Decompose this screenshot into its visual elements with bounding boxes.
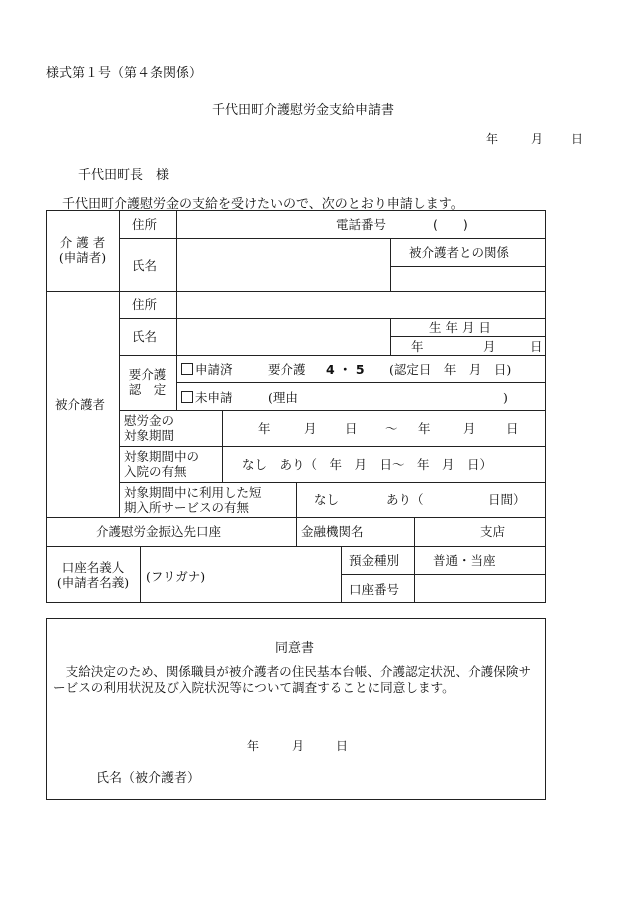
option-applied[interactable]: 申請済 bbox=[181, 362, 233, 377]
applicant-phone-label: 電話番号 bbox=[336, 217, 387, 232]
date-year: 年 bbox=[486, 132, 499, 146]
date-day: 日 bbox=[571, 132, 584, 146]
hospital-text: なし あり（ 年 月 日～ 年 月 日） bbox=[242, 457, 493, 472]
institution-label: 金融機関名 bbox=[301, 524, 364, 539]
consent-date-month: 月 bbox=[292, 739, 305, 753]
consent-date-day: 日 bbox=[336, 739, 349, 753]
period-year-from: 年 bbox=[258, 421, 271, 436]
shortstay-none: なし bbox=[314, 492, 340, 507]
period-day-from: 日 bbox=[345, 421, 358, 436]
period-month-from: 月 bbox=[304, 421, 317, 436]
deposit-type-value: 普通・当座 bbox=[433, 553, 496, 568]
account-holder-label: 口座名義人 (申請者名義) bbox=[56, 560, 130, 590]
shortstay-days: 日間） bbox=[488, 492, 526, 507]
certification-label: 要介護 認 定 bbox=[128, 367, 167, 397]
document-title: 千代田町介護慰労金支給申請書 bbox=[212, 103, 395, 118]
hospital-label: 対象期間中の 入院の有無 bbox=[124, 449, 200, 479]
deposit-type-label: 預金種別 bbox=[349, 553, 400, 568]
furigana-label: (フリガナ) bbox=[146, 569, 206, 584]
date-month: 月 bbox=[531, 132, 544, 146]
account-number-label: 口座番号 bbox=[349, 582, 400, 597]
consent-signature-label: 氏名（被介護者） bbox=[96, 771, 201, 786]
certification-date: (認定日 年 月 日) bbox=[389, 362, 512, 377]
birth-date-label: 生 年 月 日 bbox=[429, 320, 491, 335]
period-year-to: 年 bbox=[418, 421, 431, 436]
applicant-phone-parens: ( ) bbox=[433, 217, 468, 232]
option-not-applied[interactable]: 未申請 bbox=[181, 390, 233, 405]
period-tilde: ～ bbox=[385, 421, 398, 436]
care-level-values: 4 ・ 5 bbox=[326, 362, 365, 377]
birth-day: 日 bbox=[530, 339, 543, 354]
applicant-name-label: 氏名 bbox=[132, 258, 158, 273]
recipient-address-label: 住所 bbox=[132, 297, 158, 312]
branch-label: 支店 bbox=[480, 524, 506, 539]
reason-open: (理由 bbox=[268, 390, 298, 405]
applicant-address-label: 住所 bbox=[132, 217, 158, 232]
relation-label: 被介護者との関係 bbox=[409, 245, 510, 260]
recipient-name-label: 氏名 bbox=[132, 329, 158, 344]
intro-text: 千代田町介護慰労金の支給を受けたいので、次のとおり申請します。 bbox=[62, 197, 464, 212]
birth-month: 月 bbox=[483, 339, 496, 354]
reason-close: ) bbox=[503, 390, 508, 405]
applicant-section-label: 介 護 者 (申請者) bbox=[58, 235, 107, 265]
shortstay-yes: あり（ bbox=[386, 492, 424, 507]
period-day-to: 日 bbox=[506, 421, 519, 436]
addressee: 千代田町長 様 bbox=[78, 168, 170, 183]
consent-title: 同意書 bbox=[275, 641, 315, 656]
care-level-label: 要介護 bbox=[268, 362, 306, 377]
checkbox-not-applied[interactable] bbox=[181, 391, 193, 403]
consent-text: 支給決定のため、関係職員が被介護者の住民基本台帳、介護認定状況、介護保険サービスの利用状況及び入院状況等について調査することに同意します。 bbox=[53, 664, 532, 695]
period-month-to: 月 bbox=[463, 421, 476, 436]
checkbox-applied[interactable] bbox=[181, 363, 193, 375]
shortstay-label: 対象期間中に利用した短 期入所サービスの有無 bbox=[124, 485, 262, 515]
form-number: 様式第１号（第４条関係） bbox=[46, 66, 203, 81]
period-label: 慰労金の 対象期間 bbox=[124, 413, 175, 443]
consent-date-year: 年 bbox=[247, 739, 260, 753]
care-recipient-section-label: 被介護者 bbox=[55, 397, 106, 412]
account-label: 介護慰労金振込先口座 bbox=[96, 524, 222, 539]
birth-year: 年 bbox=[411, 339, 424, 354]
